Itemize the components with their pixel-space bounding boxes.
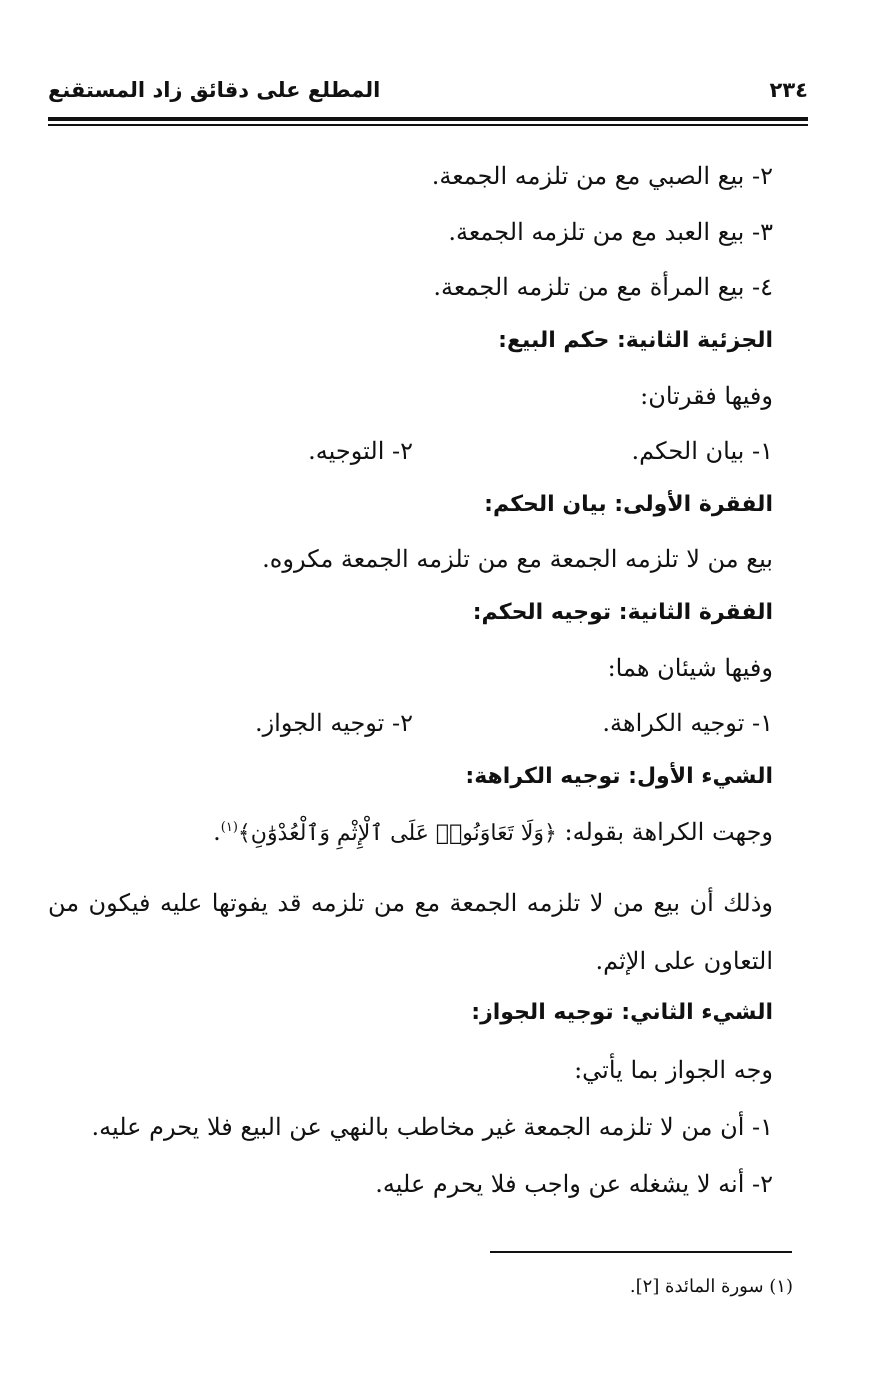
period: . (213, 818, 221, 846)
citation-prefix: وجهت الكراهة بقوله: (564, 818, 773, 846)
footnote: (١) سورة المائدة [٢]. (629, 1276, 793, 1297)
text-line: بيع من لا تلزمه الجمعة مع من تلزمه الجمعة مكروه. (262, 545, 773, 573)
section-heading: الفقرة الأولى: بيان الحكم: (484, 492, 773, 517)
footnote-marker: (١) (220, 820, 238, 835)
running-header (48, 78, 808, 114)
column-item: ١- بيان الحكم. (631, 437, 773, 465)
list-item: ٢- أنه لا يشغله عن واجب فلا يحرم عليه. (375, 1170, 773, 1198)
column-item: ٢- التوجيه. (308, 437, 413, 465)
footnote-divider (490, 1251, 792, 1253)
quran-verse: ﴿وَلَا تَعَاوَنُوا۟ عَلَى ٱلْإِثْمِ وَٱلْعُدْوَٰنِ﴾ (237, 821, 557, 846)
list-item: ٤- بيع المرأة مع من تلزمه الجمعة. (433, 273, 773, 301)
header-rule-thin (48, 124, 808, 126)
page-number: ٢٣٤ (769, 78, 808, 102)
list-item: ١- أن من لا تلزمه الجمعة غير مخاطب بالنهي عن البيع فلا يحرم عليه. (91, 1113, 773, 1141)
quran-citation-line (213, 818, 773, 847)
book-title: المطلع على دقائق زاد المستقنع (48, 78, 381, 102)
paragraph: وذلك أن بيع من لا تلزمه الجمعة مع من تلزمه قد يفوتها عليه فيكون من التعاون على الإثم. (48, 889, 773, 975)
section-heading: الشيء الأول: توجيه الكراهة: (465, 764, 773, 789)
column-item: ١- توجيه الكراهة. (602, 709, 773, 737)
column-item: ٢- توجيه الجواز. (254, 709, 413, 737)
section-heading: الشيء الثاني: توجيه الجواز: (471, 1000, 773, 1025)
text-line: وفيها شيئان هما: (607, 654, 773, 682)
section-heading: الجزئية الثانية: حكم البيع: (498, 328, 773, 353)
list-item: ٢- بيع الصبي مع من تلزمه الجمعة. (431, 162, 773, 190)
list-item: ٣- بيع العبد مع من تلزمه الجمعة. (448, 218, 773, 246)
text-line: وجه الجواز بما يأتي: (574, 1056, 773, 1084)
text-line: وفيها فقرتان: (640, 382, 773, 410)
section-heading: الفقرة الثانية: توجيه الحكم: (472, 600, 773, 625)
header-rule-thick (48, 117, 808, 121)
